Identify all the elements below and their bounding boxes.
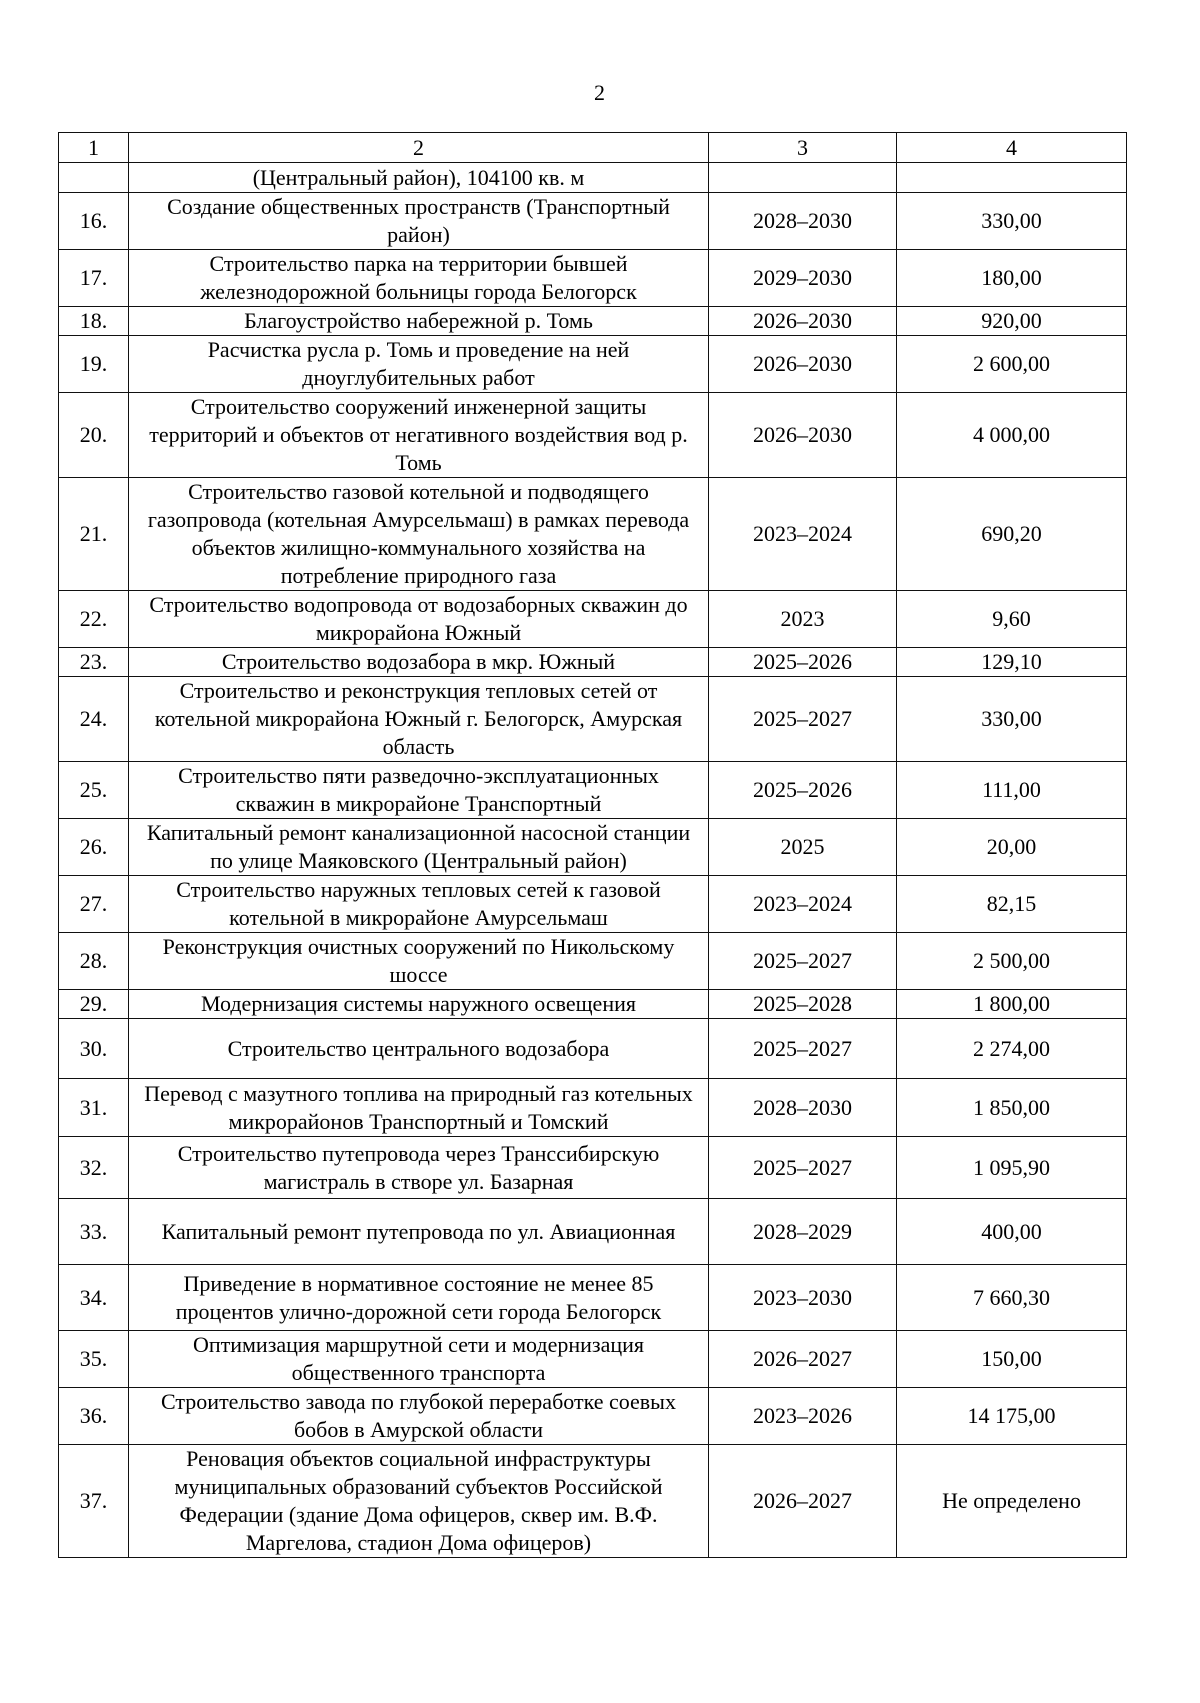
row-number: 34. <box>59 1265 129 1331</box>
row-description: Создание общественных пространств (Транспортный район) <box>129 193 709 250</box>
row-amount: 2 600,00 <box>897 336 1127 393</box>
header-cell: 4 <box>897 133 1127 163</box>
row-number: 32. <box>59 1137 129 1199</box>
table-row <box>59 1331 1127 1388</box>
row-amount: 1 800,00 <box>897 990 1127 1019</box>
row-amount: 1 095,90 <box>897 1137 1127 1199</box>
row-description: Приведение в нормативное состояние не менее 85 процентов улично-дорожной сети города Белогорск <box>129 1265 709 1331</box>
table-row <box>59 1137 1127 1199</box>
table-row <box>59 393 1127 478</box>
row-number: 24. <box>59 677 129 762</box>
row-number: 31. <box>59 1079 129 1137</box>
row-number: 28. <box>59 933 129 990</box>
row-amount: 150,00 <box>897 1331 1127 1388</box>
row-number: 19. <box>59 336 129 393</box>
row-description: Оптимизация маршрутной сети и модернизация общественного транспорта <box>129 1331 709 1388</box>
row-period: 2026–2030 <box>709 307 897 336</box>
table-row <box>59 933 1127 990</box>
row-period: 2025–2026 <box>709 762 897 819</box>
row-period: 2023 <box>709 591 897 648</box>
row-number: 17. <box>59 250 129 307</box>
table-row <box>59 762 1127 819</box>
page-number: 2 <box>594 80 606 105</box>
row-amount: 129,10 <box>897 648 1127 677</box>
row-description: Модернизация системы наружного освещения <box>129 990 709 1019</box>
row-description: Расчистка русла р. Томь и проведение на ней дноуглубительных работ <box>129 336 709 393</box>
row-number: 37. <box>59 1445 129 1558</box>
row-description: Реновация объектов социальной инфраструктуры муниципальных образований субъектов Российской Федерации (здание Дома офицеров, сквер им. В.Ф. Маргелова, стадион Дома офицеров) <box>129 1445 709 1558</box>
table-row <box>59 819 1127 876</box>
row-period: 2026–2030 <box>709 336 897 393</box>
row-description: Капитальный ремонт канализационной насосной станции по улице Маяковского (Центральный район) <box>129 819 709 876</box>
row-number: 30. <box>59 1019 129 1079</box>
row-description: Строительство центрального водозабора <box>129 1019 709 1079</box>
row-period: 2026–2027 <box>709 1331 897 1388</box>
row-description: Строительство водозабора в мкр. Южный <box>129 648 709 677</box>
header-cell: 1 <box>59 133 129 163</box>
row-description: Строительство парка на территории бывшей железнодорожной больницы города Белогорск <box>129 250 709 307</box>
table-row <box>59 876 1127 933</box>
table-row <box>59 163 1127 193</box>
row-amount <box>897 163 1127 193</box>
row-amount: 4 000,00 <box>897 393 1127 478</box>
header-cell: 2 <box>129 133 709 163</box>
row-period: 2028–2029 <box>709 1199 897 1265</box>
row-period: 2023–2026 <box>709 1388 897 1445</box>
row-number: 18. <box>59 307 129 336</box>
row-number: 16. <box>59 193 129 250</box>
row-period: 2029–2030 <box>709 250 897 307</box>
row-description: Перевод с мазутного топлива на природный газ котельных микрорайонов Транспортный и Томский <box>129 1079 709 1137</box>
row-number: 33. <box>59 1199 129 1265</box>
row-description: Реконструкция очистных сооружений по Никольскому шоссе <box>129 933 709 990</box>
row-period: 2023–2024 <box>709 876 897 933</box>
row-period: 2025–2026 <box>709 648 897 677</box>
table-row <box>59 336 1127 393</box>
row-amount: 920,00 <box>897 307 1127 336</box>
row-amount: 111,00 <box>897 762 1127 819</box>
table-row <box>59 677 1127 762</box>
row-amount: 180,00 <box>897 250 1127 307</box>
row-number: 29. <box>59 990 129 1019</box>
table-row <box>59 1388 1127 1445</box>
row-number: 26. <box>59 819 129 876</box>
row-description: (Центральный район), 104100 кв. м <box>129 163 709 193</box>
table-header-row <box>59 133 1127 163</box>
projects-table <box>58 132 1127 1558</box>
row-amount: 14 175,00 <box>897 1388 1127 1445</box>
table-row <box>59 1079 1127 1137</box>
row-description: Строительство наружных тепловых сетей к газовой котельной в микрорайоне Амурсельмаш <box>129 876 709 933</box>
row-amount: 330,00 <box>897 677 1127 762</box>
row-number: 36. <box>59 1388 129 1445</box>
row-amount: 7 660,30 <box>897 1265 1127 1331</box>
row-amount: 2 274,00 <box>897 1019 1127 1079</box>
row-number: 21. <box>59 478 129 591</box>
row-period: 2025–2027 <box>709 1137 897 1199</box>
row-period: 2025–2028 <box>709 990 897 1019</box>
row-number: 25. <box>59 762 129 819</box>
row-period: 2025 <box>709 819 897 876</box>
table-row <box>59 250 1127 307</box>
table-row <box>59 591 1127 648</box>
row-period: 2028–2030 <box>709 193 897 250</box>
table-row <box>59 307 1127 336</box>
row-period: 2025–2027 <box>709 933 897 990</box>
row-period: 2023–2024 <box>709 478 897 591</box>
row-amount: 20,00 <box>897 819 1127 876</box>
row-number: 22. <box>59 591 129 648</box>
row-description: Строительство завода по глубокой переработке соевых бобов в Амурской области <box>129 1388 709 1445</box>
row-amount: 2 500,00 <box>897 933 1127 990</box>
row-period: 2026–2027 <box>709 1445 897 1558</box>
row-amount: 9,60 <box>897 591 1127 648</box>
row-description: Благоустройство набережной р. Томь <box>129 307 709 336</box>
row-period: 2026–2030 <box>709 393 897 478</box>
row-amount: Не определено <box>897 1445 1127 1558</box>
row-period: 2025–2027 <box>709 677 897 762</box>
table-row <box>59 1445 1127 1558</box>
row-period <box>709 163 897 193</box>
row-amount: 82,15 <box>897 876 1127 933</box>
table-row <box>59 990 1127 1019</box>
row-description: Строительство пяти разведочно-эксплуатационных скважин в микрорайоне Транспортный <box>129 762 709 819</box>
row-description: Строительство газовой котельной и подводящего газопровода (котельная Амурсельмаш) в рамках перевода объектов жилищно-коммунального хозяйства на потребление природного газа <box>129 478 709 591</box>
row-period: 2028–2030 <box>709 1079 897 1137</box>
row-amount: 690,20 <box>897 478 1127 591</box>
row-period: 2023–2030 <box>709 1265 897 1331</box>
row-description: Капитальный ремонт путепровода по ул. Авиационная <box>129 1199 709 1265</box>
row-amount: 1 850,00 <box>897 1079 1127 1137</box>
row-description: Строительство путепровода через Транссибирскую магистраль в створе ул. Базарная <box>129 1137 709 1199</box>
table-row <box>59 1019 1127 1079</box>
row-description: Строительство сооружений инженерной защиты территорий и объектов от негативного воздействия вод р. Томь <box>129 393 709 478</box>
table-row <box>59 1199 1127 1265</box>
table-row <box>59 193 1127 250</box>
table-row <box>59 648 1127 677</box>
row-description: Строительство и реконструкция тепловых сетей от котельной микрорайона Южный г. Белогорск, Амурская область <box>129 677 709 762</box>
row-number: 23. <box>59 648 129 677</box>
header-cell: 3 <box>709 133 897 163</box>
row-number: 20. <box>59 393 129 478</box>
row-description: Строительство водопровода от водозаборных скважин до микрорайона Южный <box>129 591 709 648</box>
row-number <box>59 163 129 193</box>
row-amount: 330,00 <box>897 193 1127 250</box>
row-period: 2025–2027 <box>709 1019 897 1079</box>
row-number: 27. <box>59 876 129 933</box>
row-amount: 400,00 <box>897 1199 1127 1265</box>
row-number: 35. <box>59 1331 129 1388</box>
table-row <box>59 478 1127 591</box>
table-row <box>59 1265 1127 1331</box>
